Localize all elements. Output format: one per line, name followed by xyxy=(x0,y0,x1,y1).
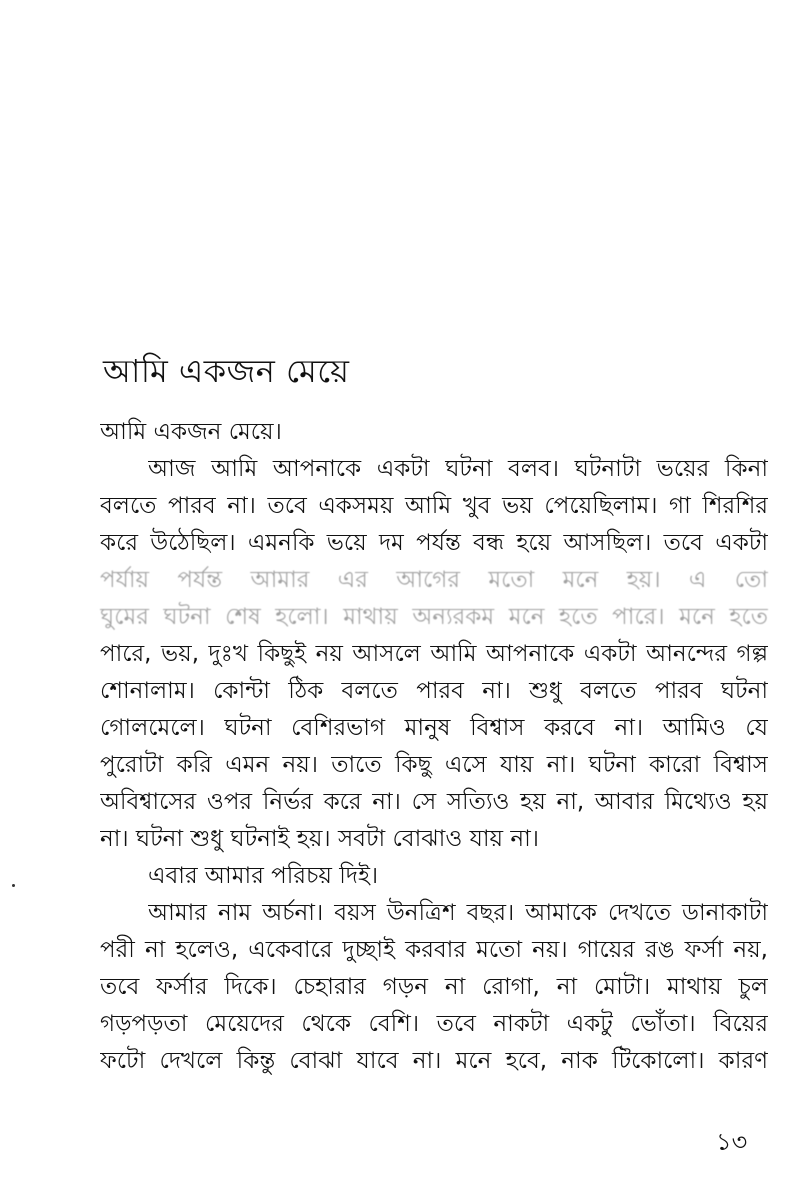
text-line: এবার আমার পরিচয় দিই। xyxy=(148,863,379,889)
text-line: আমার নাম অর্চনা। বয়স উনত্রিশ বছর। আমাকে দেখতে ডানাকাটা xyxy=(148,900,768,926)
text-line: গোলমেলে। ঘটনা বেশিরভাগ মানুষ বিশ্বাস করবে না। আমিও যে xyxy=(100,715,768,741)
text-line: শোনালাম। কোন্টা ঠিক বলতে পারব না। শুধু বলতে পারব ঘটনা xyxy=(100,678,768,704)
text-line: না। ঘটনা শুধু ঘটনাই হয়। সবটা বোঝাও যায় না। xyxy=(100,826,539,852)
text-line: করে উঠেছিল। এমনকি ভয়ে দম পর্যন্ত বন্ধ হয়ে আসছিল। তবে একটা xyxy=(100,530,768,556)
text-line: ফটো দেখলে কিন্তু বোঝা যাবে না। মনে হবে, নাক টিকোলো। কারণ xyxy=(100,1048,768,1074)
text-line: বলতে পারব না। তবে একসময় আমি খুব ভয় পেয়েছিলাম। গা শিরশির xyxy=(100,493,768,519)
text-line: পরী না হলেও, একেবারে দুচ্ছাই করবার মতো নয়। গায়ের রঙ ফর্সা নয়, xyxy=(100,937,768,963)
text-line: আমি একজন মেয়ে। xyxy=(100,419,282,445)
chapter-title: আমি একজন মেয়ে xyxy=(103,352,350,391)
text-line: পুরোটা করি এমন নয়। তাতে কিছু এসে যায় না। ঘটনা কারো বিশ্বাস xyxy=(100,752,768,778)
text-line: তবে ফর্সার দিকে। চেহারার গড়ন না রোগা, না মোটা। মাথায় চুল xyxy=(100,974,768,1000)
text-line: অবিশ্বাসের ওপর নির্ভর করে না। সে সত্যিও হয় না, আবার মিথ্যেও হয় xyxy=(100,789,768,815)
text-line: গড়পড়তা মেয়েদের থেকে বেশি। তবে নাকটা একটু ভোঁতা। বিয়ের xyxy=(100,1011,768,1037)
text-line: আজ আমি আপনাকে একটা ঘটনা বলব। ঘটনাটা ভয়ের কিনা xyxy=(148,456,768,482)
text-line: পারে, ভয়, দুঃখ কিছুই নয় আসলে আমি আপনাকে একটা আনন্দের গল্প xyxy=(100,641,768,667)
text-line-smudged: পর্যায় পর্যন্ত আমার এর আগের মতো মনে হয়। এ তো xyxy=(100,567,768,593)
text-line-smudged: ঘুমের ঘটনা শেষ হলো। মাথায় অন্যরকম মনে হতে পারে। মনে হতে xyxy=(100,604,768,630)
page-number: ১৩ xyxy=(716,1128,748,1156)
ink-speck xyxy=(12,884,15,887)
